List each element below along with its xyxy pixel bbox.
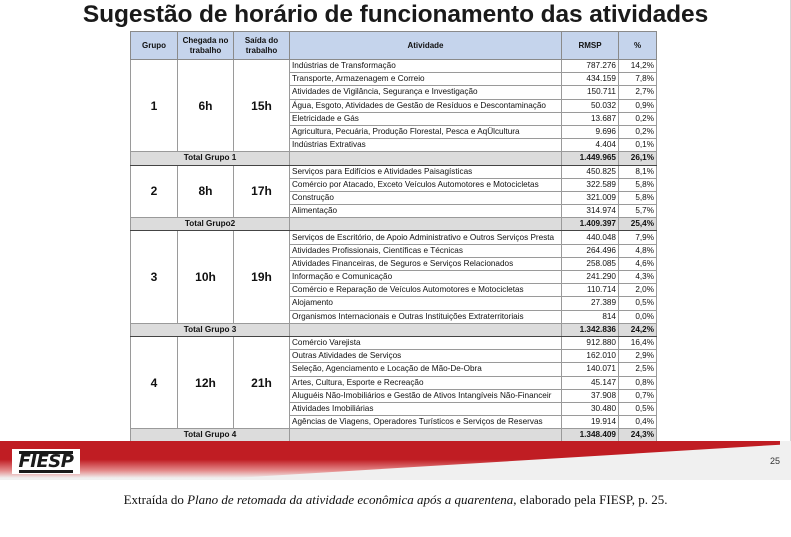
group-number-cell: 2 xyxy=(131,165,178,218)
rmsp-cell: 162.010 xyxy=(562,350,619,363)
percent-cell: 0,8% xyxy=(619,376,657,389)
percent-cell: 4,6% xyxy=(619,257,657,270)
activity-cell: Artes, Cultura, Esporte e Recreação xyxy=(290,376,562,389)
activity-cell: Comércio e Reparação de Veículos Automotores e Motocicletas xyxy=(290,284,562,297)
group-total-label: Total Grupo2 xyxy=(131,218,290,231)
rmsp-cell: 434.159 xyxy=(562,73,619,86)
activity-cell: Aluguéis Não-Imobiliários e Gestão de Ativos Intangíveis Não-Financeir xyxy=(290,389,562,402)
rmsp-cell: 440.048 xyxy=(562,231,619,244)
percent-cell: 4,3% xyxy=(619,271,657,284)
group-total-row xyxy=(131,429,657,442)
rmsp-cell: 110.714 xyxy=(562,284,619,297)
fiesp-logo-text: FIESP xyxy=(18,450,74,472)
rmsp-cell: 241.290 xyxy=(562,271,619,284)
rmsp-cell: 322.589 xyxy=(562,178,619,191)
rmsp-cell: 321.009 xyxy=(562,191,619,204)
departure-time-cell: 21h xyxy=(234,336,290,428)
percent-cell: 0,0% xyxy=(619,310,657,323)
activity-cell: Comércio Varejista xyxy=(290,336,562,349)
activity-cell: Outras Atividades de Serviços xyxy=(290,350,562,363)
header-grupo: Grupo xyxy=(131,32,178,60)
rmsp-cell: 814 xyxy=(562,310,619,323)
schedule-table-wrapper xyxy=(130,31,656,456)
table-row xyxy=(131,336,657,349)
group-total-pct: 24,3% xyxy=(619,429,657,442)
rmsp-cell: 13.687 xyxy=(562,112,619,125)
table-row xyxy=(131,231,657,244)
activity-cell: Indústrias de Transformação xyxy=(290,60,562,73)
group-total-spacer xyxy=(290,323,562,336)
rmsp-cell: 30.480 xyxy=(562,402,619,415)
departure-time-cell: 17h xyxy=(234,165,290,218)
activity-cell: Atividades de Vigilância, Segurança e Investigação xyxy=(290,86,562,99)
activity-cell: Atividades Imobiliárias xyxy=(290,402,562,415)
group-total-row xyxy=(131,152,657,165)
activity-cell: Atividades Financeiras, de Seguros e Serviços Relacionados xyxy=(290,257,562,270)
activity-cell: Comércio por Atacado, Exceto Veículos Automotores e Motocicletas xyxy=(290,178,562,191)
activity-cell: Organismos Internacionais e Outras Instituições Extraterritoriais xyxy=(290,310,562,323)
arrival-time-cell: 8h xyxy=(178,165,234,218)
percent-cell: 0,1% xyxy=(619,139,657,152)
activity-cell: Serviços para Edifícios e Atividades Paisagísticas xyxy=(290,165,562,178)
percent-cell: 14,2% xyxy=(619,60,657,73)
caption-prefix: Extraída do xyxy=(123,492,188,507)
activity-cell: Alojamento xyxy=(290,297,562,310)
percent-cell: 0,5% xyxy=(619,297,657,310)
header-atividade: Atividade xyxy=(290,32,562,60)
schedule-table xyxy=(130,31,657,456)
group-total-spacer xyxy=(290,429,562,442)
percent-cell: 0,2% xyxy=(619,125,657,138)
group-total-pct: 24,2% xyxy=(619,323,657,336)
activity-cell: Indústrias Extrativas xyxy=(290,139,562,152)
caption-title: Plano de retomada da atividade econômica após a quarentena xyxy=(187,492,514,507)
rmsp-cell: 4.404 xyxy=(562,139,619,152)
group-total-rmsp: 1.409.397 xyxy=(562,218,619,231)
rmsp-cell: 45.147 xyxy=(562,376,619,389)
group-total-rmsp: 1.342.836 xyxy=(562,323,619,336)
percent-cell: 2,9% xyxy=(619,350,657,363)
group-total-rmsp: 1.449.965 xyxy=(562,152,619,165)
activity-cell: Agências de Viagens, Operadores Turísticos e Serviços de Reservas xyxy=(290,416,562,429)
table-body xyxy=(131,60,657,456)
header-pct: % xyxy=(619,32,657,60)
table-row xyxy=(131,60,657,73)
fiesp-logo xyxy=(12,449,80,474)
rmsp-cell: 450.825 xyxy=(562,165,619,178)
activity-cell: Transporte, Armazenagem e Correio xyxy=(290,73,562,86)
percent-cell: 0,7% xyxy=(619,389,657,402)
arrival-time-cell: 10h xyxy=(178,231,234,323)
group-number-cell: 1 xyxy=(131,60,178,152)
percent-cell: 7,9% xyxy=(619,231,657,244)
rmsp-cell: 912.880 xyxy=(562,336,619,349)
arrival-time-cell: 6h xyxy=(178,60,234,152)
rmsp-cell: 19.914 xyxy=(562,416,619,429)
group-total-pct: 25,4% xyxy=(619,218,657,231)
rmsp-cell: 150.711 xyxy=(562,86,619,99)
percent-cell: 5,8% xyxy=(619,191,657,204)
percent-cell: 2,7% xyxy=(619,86,657,99)
percent-cell: 2,0% xyxy=(619,284,657,297)
activity-cell: Serviços de Escritório, de Apoio Administrativo e Outros Serviços Presta xyxy=(290,231,562,244)
activity-cell: Atividades Profissionais, Científicas e Técnicas xyxy=(290,244,562,257)
group-total-label: Total Grupo 1 xyxy=(131,152,290,165)
activity-cell: Alimentação xyxy=(290,205,562,218)
percent-cell: 8,1% xyxy=(619,165,657,178)
page-number: 25 xyxy=(770,456,781,466)
table-row xyxy=(131,165,657,178)
group-total-rmsp: 1.348.409 xyxy=(562,429,619,442)
rmsp-cell: 314.974 xyxy=(562,205,619,218)
group-total-row xyxy=(131,323,657,336)
percent-cell: 2,5% xyxy=(619,363,657,376)
group-total-label: Total Grupo 3 xyxy=(131,323,290,336)
header-saida: Saída do trabalho xyxy=(234,32,290,60)
departure-time-cell: 19h xyxy=(234,231,290,323)
departure-time-cell: 15h xyxy=(234,60,290,152)
caption-suffix: , elaborado pela FIESP, p. 25. xyxy=(513,492,668,507)
arrival-time-cell: 12h xyxy=(178,336,234,428)
activity-cell: Água, Esgoto, Atividades de Gestão de Resíduos e Descontaminação xyxy=(290,99,562,112)
activity-cell: Agricultura, Pecuária, Produção Florestal, Pesca e AqÜlcultura xyxy=(290,125,562,138)
rmsp-cell: 140.071 xyxy=(562,363,619,376)
activity-cell: Eletricidade e Gás xyxy=(290,112,562,125)
activity-cell: Seleção, Agenciamento e Locação de Mão-De-Obra xyxy=(290,363,562,376)
rmsp-cell: 264.496 xyxy=(562,244,619,257)
group-number-cell: 4 xyxy=(131,336,178,428)
percent-cell: 16,4% xyxy=(619,336,657,349)
percent-cell: 0,4% xyxy=(619,416,657,429)
header-rmsp: RMSP xyxy=(562,32,619,60)
header-chegada: Chegada no trabalho xyxy=(178,32,234,60)
group-total-spacer xyxy=(290,218,562,231)
percent-cell: 0,9% xyxy=(619,99,657,112)
percent-cell: 5,7% xyxy=(619,205,657,218)
rmsp-cell: 27.389 xyxy=(562,297,619,310)
group-total-label: Total Grupo 4 xyxy=(131,429,290,442)
group-total-spacer xyxy=(290,152,562,165)
activity-cell: Construção xyxy=(290,191,562,204)
percent-cell: 5,8% xyxy=(619,178,657,191)
rmsp-cell: 787.276 xyxy=(562,60,619,73)
rmsp-cell: 37.908 xyxy=(562,389,619,402)
group-total-pct: 26,1% xyxy=(619,152,657,165)
slide-title: Sugestão de horário de funcionamento das atividades xyxy=(82,1,709,28)
group-number-cell: 3 xyxy=(131,231,178,323)
table-header-row xyxy=(131,32,657,60)
caption xyxy=(0,492,791,508)
percent-cell: 4,8% xyxy=(619,244,657,257)
rmsp-cell: 9.696 xyxy=(562,125,619,138)
group-total-row xyxy=(131,218,657,231)
rmsp-cell: 258.085 xyxy=(562,257,619,270)
percent-cell: 7,8% xyxy=(619,73,657,86)
activity-cell: Informação e Comunicação xyxy=(290,271,562,284)
percent-cell: 0,2% xyxy=(619,112,657,125)
percent-cell: 0,5% xyxy=(619,402,657,415)
rmsp-cell: 50.032 xyxy=(562,99,619,112)
